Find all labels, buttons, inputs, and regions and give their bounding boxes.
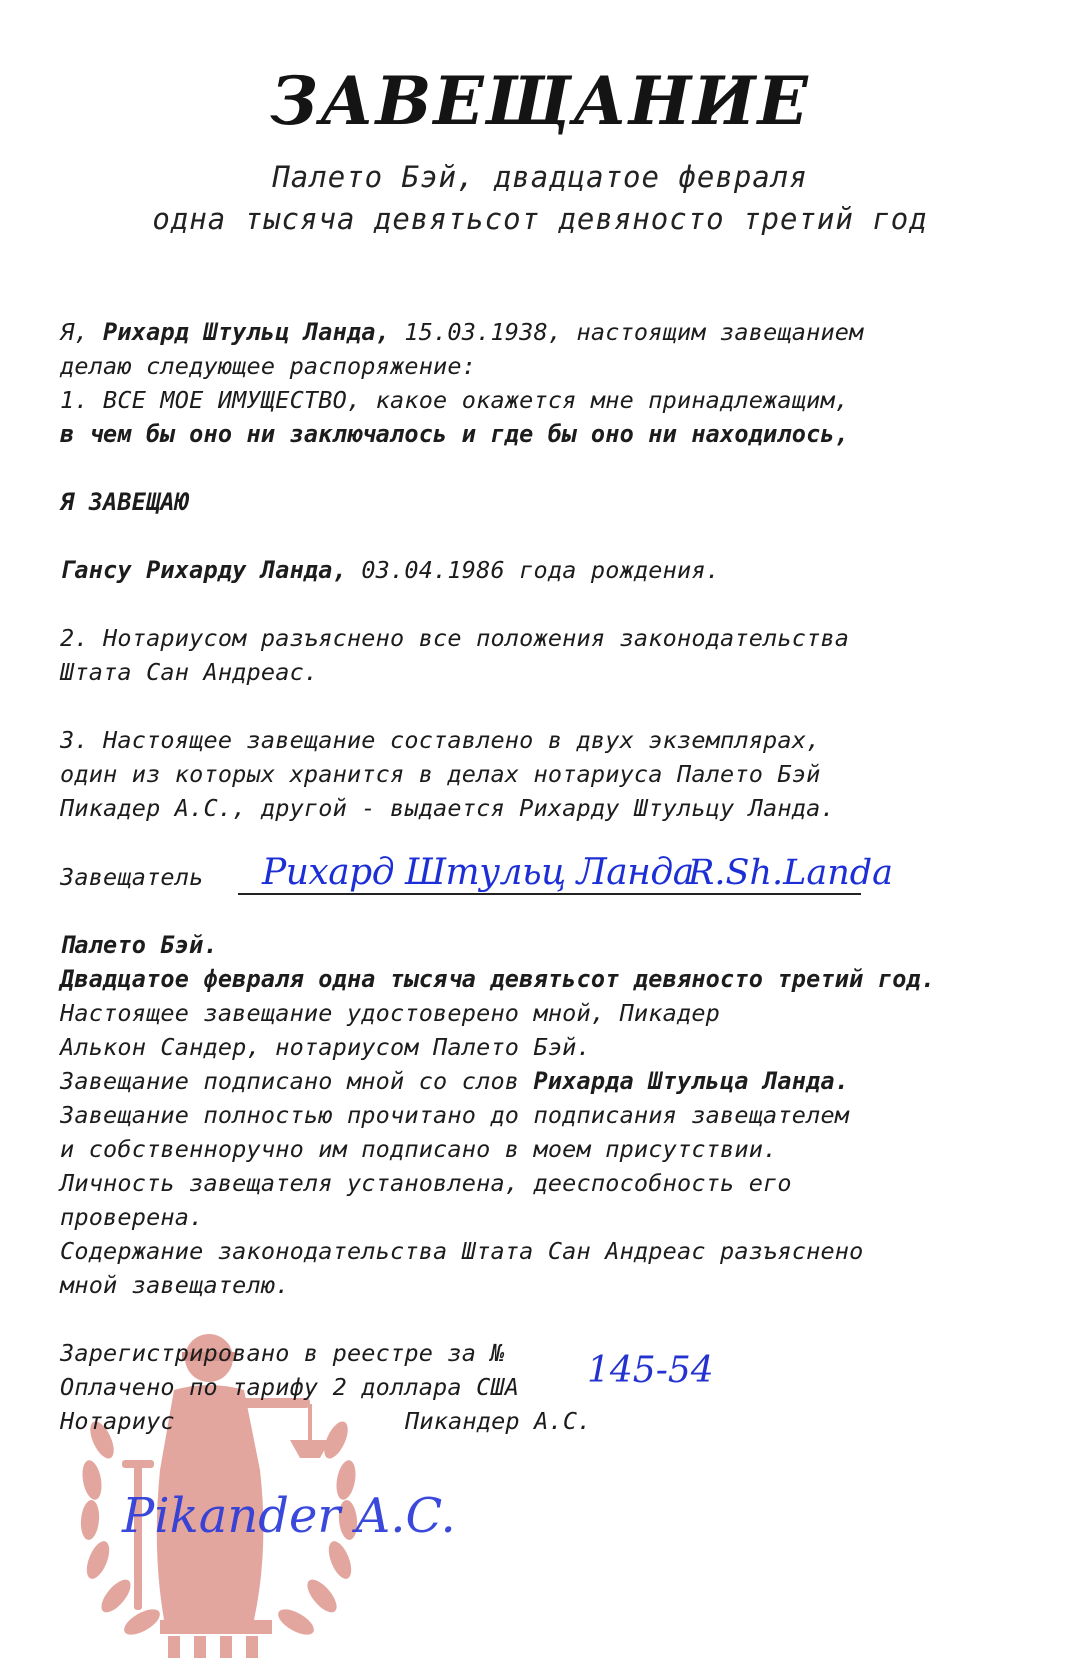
notary-line-8: Содержание законодательства Штата Сан Андреас разъяснено xyxy=(60,1237,864,1265)
item-1-text: 1. ВСЕ МОЕ ИМУЩЕСТВО, какое окажется мне принадлежащим, xyxy=(60,386,850,414)
signature-line xyxy=(238,893,861,895)
registration-number: 145-54 xyxy=(587,1350,714,1391)
fee-line: Оплачено по тарифу 2 доллара США xyxy=(60,1373,520,1401)
bequest-heading: Я ЗАВЕЩАЮ xyxy=(60,488,190,516)
place-date-line-2: одна тысяча девятьсот девяносто третий год xyxy=(152,202,928,236)
notary-line-5: и собственноручно им подписано в моем присутствии. xyxy=(60,1135,778,1163)
notary-name: Пикандер А.С. xyxy=(405,1407,592,1435)
heir-birth: 03.04.1986 года рождения. xyxy=(346,556,721,584)
notary-line-3-pre: Завещание подписано мной со слов xyxy=(60,1067,534,1095)
testator-label: Завещатель xyxy=(60,863,204,891)
item-3-line-1: 3. Настоящее завещание составлено в двух экземплярах, xyxy=(60,726,821,754)
testator-signature-latin: R.Sh.Landa xyxy=(688,853,894,893)
item-3-line-2: один из которых хранится в делах нотариуса Палето Бэй xyxy=(60,760,821,788)
item-3-line-3: Пикадер А.С., другой - выдается Рихарду Штульцу Ланда. xyxy=(60,794,835,822)
testator-signature-cyrillic: Рихард Штульц Ланда xyxy=(262,852,694,893)
item-2-line-2: Штата Сан Андреас. xyxy=(60,658,319,686)
notary-line-1: Настоящее завещание удостоверено мной, Пикадер xyxy=(60,999,721,1027)
notary-line-6: Личность завещателя установлена, дееспособность его xyxy=(60,1169,792,1197)
registration-label: Зарегистрировано в реестре за № xyxy=(60,1339,505,1367)
body-line-1 xyxy=(60,315,864,349)
notary-date: Двадцатое февраля одна тысяча девятьсот девяносто третий год. xyxy=(60,965,936,993)
place-date-line-1: Палето Бэй, двадцатое февраля xyxy=(272,160,808,194)
testator-birth: 15.03.1938, настоящим завещанием xyxy=(390,318,864,346)
heir-line xyxy=(60,553,720,587)
notary-signature: Pikander A.C. xyxy=(122,1488,456,1544)
notary-line-4: Завещание полностью прочитано до подписания завещателем xyxy=(60,1101,850,1129)
testator-name: Рихард Штульц Ланда, xyxy=(103,318,391,346)
item-1-line-2: в чем бы оно ни заключалось и где бы оно ни находилось, xyxy=(60,420,850,448)
notary-line-3-name: Рихарда Штульца Ланда. xyxy=(533,1067,850,1095)
item-1-line-1 xyxy=(60,383,849,417)
notary-line-3 xyxy=(60,1064,849,1098)
notary-line-7: проверена. xyxy=(60,1203,204,1231)
notary-label: Нотариус xyxy=(60,1407,175,1435)
notary-place: Палето Бэй. xyxy=(60,931,218,959)
heir-name: Гансу Рихарду Ланда, xyxy=(60,556,347,584)
item-2-line-1: 2. Нотариусом разъяснено все положения законодательства xyxy=(60,624,850,652)
notary-line-2: Алькон Сандер, нотариусом Палето Бэй. xyxy=(60,1033,591,1061)
body-line-2: делаю следующее распоряжение: xyxy=(60,352,477,380)
document-title: ЗАВЕЩАНИЕ xyxy=(270,62,810,140)
body-ya: Я, xyxy=(60,318,104,346)
notary-line-9: мной завещателю. xyxy=(60,1271,290,1299)
